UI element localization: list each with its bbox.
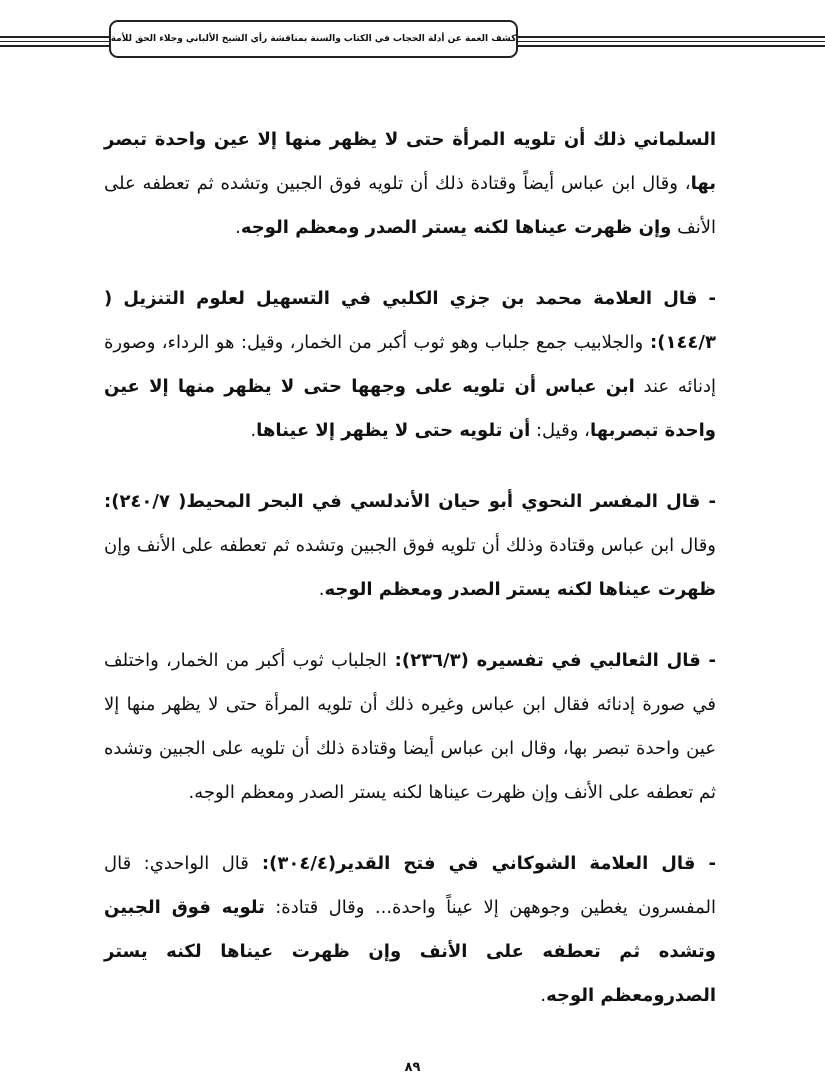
bold-text-run: وإن ظهرت عيناها لكنه يستر الصدر ومعظم الوجه: [240, 217, 672, 238]
text-run: والجلابيب جمع جلباب وهو ثوب أكبر من الخمار، وقيل: هو الرداء، وصورة إدنائه عند: [104, 332, 717, 397]
paragraph: [104, 118, 716, 250]
text-run: الجلباب ثوب أكبر من الخمار، واختلف في صورة إدنائه فقال ابن عباس وغيره ذلك أن تلويه المرأة حتى لا يظهر منها إلا عين واحدة تبصر بها، وقال ابن عباس أيضا وقتادة ذلك أن تلويه على الجبين وتشده ثم تعطفه على الأنف وإن ظهرت عيناها لكنه يستر الصدر ومعظم الوجه.: [104, 650, 716, 803]
text-run: .: [250, 420, 257, 441]
text-run: وقال ابن عباس وقتادة وذلك أن تلويه فوق الجبين وتشده ثم تعطفه على الأنف وإن: [104, 535, 716, 556]
bold-text-run: ابن عباس أن تلويه على وجهها حتى لا يظهر منها إلا عين واحدة تبصربها: [104, 376, 716, 441]
text-run: .: [318, 579, 325, 600]
bold-text-run: - قال الثعالبي في تفسيره (٢٣٦/٣):: [386, 650, 716, 671]
text-run: .: [540, 985, 547, 1006]
bold-text-run: أن تلويه حتى لا يظهر إلا عيناها: [256, 420, 531, 441]
bold-text-run: تلويه فوق الجبين وتشده ثم تعطفه على الأنف وإن ظهرت عيناها لكنه يستر الصدرومعظم الوجه: [104, 897, 716, 1006]
text-run: قال الواحدي: قال المفسرون يغطين وجوههن إلا عيناً واحدة... وقال قتادة:: [104, 853, 717, 918]
paragraph: [104, 277, 716, 453]
running-title: كشف الغمة عن أدلة الحجاب في الكتاب والسنة بمناقشة رأي الشيخ الألباني وجلاء الحق للأمة: [110, 34, 517, 44]
page-body: [104, 118, 716, 1045]
page-number: ٨٩: [404, 1060, 421, 1075]
bold-text-run: - قال العلامة محمد بن جزي الكلبي في التسهيل لعلوم التنزيل ( ١٤٤/٣):: [104, 288, 716, 353]
running-header: [109, 20, 518, 58]
text-run: ، وقيل:: [530, 420, 590, 441]
text-run: .: [235, 217, 241, 238]
bold-text-run: السلماني ذلك أن تلويه المرأة حتى لا يظهر منها إلا عين واحدة تبصر بها: [104, 129, 716, 194]
paragraph: [104, 639, 716, 815]
bold-text-run: - قال العلامة الشوكاني في فتح القدير(٣٠٤/٤):: [248, 853, 716, 874]
paragraph: [104, 842, 716, 1018]
bold-text-run: - قال المفسر النحوي أبو حيان الأندلسي في البحر المحيط( ٢٤٠/٧):: [104, 491, 716, 512]
paragraph: [104, 480, 716, 612]
bold-text-run: ظهرت عيناها لكنه يستر الصدر ومعظم الوجه: [324, 579, 716, 600]
text-run: ، وقال ابن عباس أيضاً وقتادة ذلك أن تلويه فوق الجبين وتشده ثم تعطفه على الأنف: [104, 173, 716, 238]
